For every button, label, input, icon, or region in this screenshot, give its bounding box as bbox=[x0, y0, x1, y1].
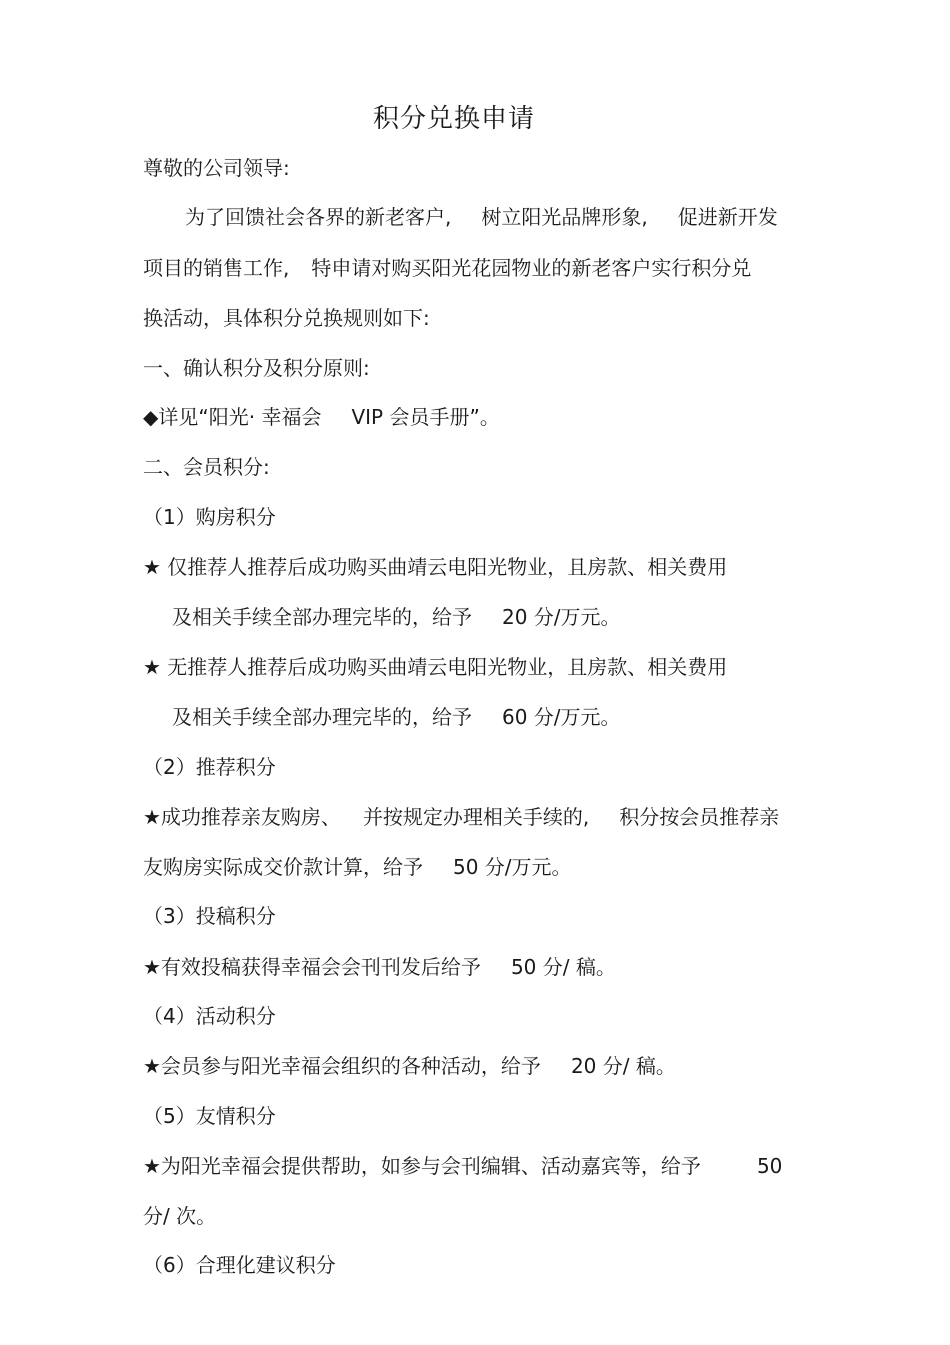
subsection-3-item bbox=[143, 953, 616, 981]
item-text: ★会员参与阳光幸福会组织的各种活动，给予 bbox=[143, 1054, 541, 1078]
intro-text: 树立阳光品牌形象, bbox=[481, 205, 648, 229]
intro-line-1 bbox=[185, 203, 778, 231]
subsection-1-item-1-line-2 bbox=[172, 603, 621, 631]
subsection-1-item-2-line-2 bbox=[172, 703, 621, 731]
subsection-1-item-2-line-1: ★ 无推荐人推荐后成功购买曲靖云电阳光物业，且房款、相关费用 bbox=[143, 655, 728, 679]
subsection-1-heading: （1）购房积分 bbox=[143, 505, 276, 529]
item-text: 20 分/万元。 bbox=[502, 605, 621, 629]
subsection-3-heading: （3）投稿积分 bbox=[143, 904, 276, 928]
intro-text: 为了回馈社会各界的新老客户, bbox=[185, 205, 452, 229]
item-text: 20 分/ 稿。 bbox=[570, 1054, 676, 1078]
item-text: 50 分/万元。 bbox=[453, 855, 572, 879]
document-title: 积分兑换申请 bbox=[372, 104, 535, 134]
item-text: ★有效投稿获得幸福会会刊刊发后给予 bbox=[143, 955, 481, 979]
section-2-heading: 二、会员积分: bbox=[143, 455, 270, 479]
intro-text: 促进新开发 bbox=[677, 205, 778, 229]
item-text: 50 bbox=[756, 1154, 783, 1178]
item-text: 及相关手续全部办理完毕的，给予 bbox=[172, 605, 472, 629]
item-text: 并按规定办理相关手续的, bbox=[362, 805, 590, 829]
item-text: 友购房实际成交价款计算，给予 bbox=[143, 855, 423, 879]
intro-line-3: 换活动，具体积分兑换规则如下: bbox=[143, 306, 430, 330]
intro-line-2 bbox=[143, 254, 751, 282]
subsection-2-item-line-1 bbox=[143, 803, 779, 831]
item-text: 50 分/ 稿。 bbox=[510, 955, 616, 979]
subsection-2-item-line-2 bbox=[143, 853, 572, 881]
salutation: 尊敬的公司领导: bbox=[143, 156, 290, 180]
item-text: ★为阳光幸福会提供帮助，如参与会刊编辑、活动嘉宾等，给予 bbox=[143, 1154, 701, 1178]
item-text: VIP 会员手册”。 bbox=[351, 405, 500, 429]
subsection-4-heading: （4）活动积分 bbox=[143, 1004, 276, 1028]
item-text: ★成功推荐亲友购房、 bbox=[143, 805, 341, 829]
item-text: ◆详见“阳光· 幸福会 bbox=[143, 405, 322, 429]
subsection-5-item-line-1 bbox=[143, 1152, 782, 1180]
section-1-heading: 一、确认积分及积分原则: bbox=[143, 356, 370, 380]
item-text: 60 分/万元。 bbox=[502, 705, 621, 729]
intro-text: 项目的销售工作, bbox=[143, 256, 290, 280]
subsection-4-item bbox=[143, 1052, 676, 1080]
subsection-6-heading: （6）合理化建议积分 bbox=[143, 1253, 336, 1277]
subsection-5-heading: （5）友情积分 bbox=[143, 1104, 276, 1128]
item-text: 及相关手续全部办理完毕的，给予 bbox=[172, 705, 472, 729]
section-1-item bbox=[143, 403, 500, 431]
subsection-5-item-line-2: 分/ 次。 bbox=[143, 1204, 217, 1228]
item-text: 积分按会员推荐亲 bbox=[619, 805, 780, 829]
subsection-2-heading: （2）推荐积分 bbox=[143, 755, 276, 779]
subsection-1-item-1-line-1: ★ 仅推荐人推荐后成功购买曲靖云电阳光物业，且房款、相关费用 bbox=[143, 555, 728, 579]
intro-text: 特申请对购买阳光花园物业的新老客户实行积分兑 bbox=[311, 256, 752, 280]
